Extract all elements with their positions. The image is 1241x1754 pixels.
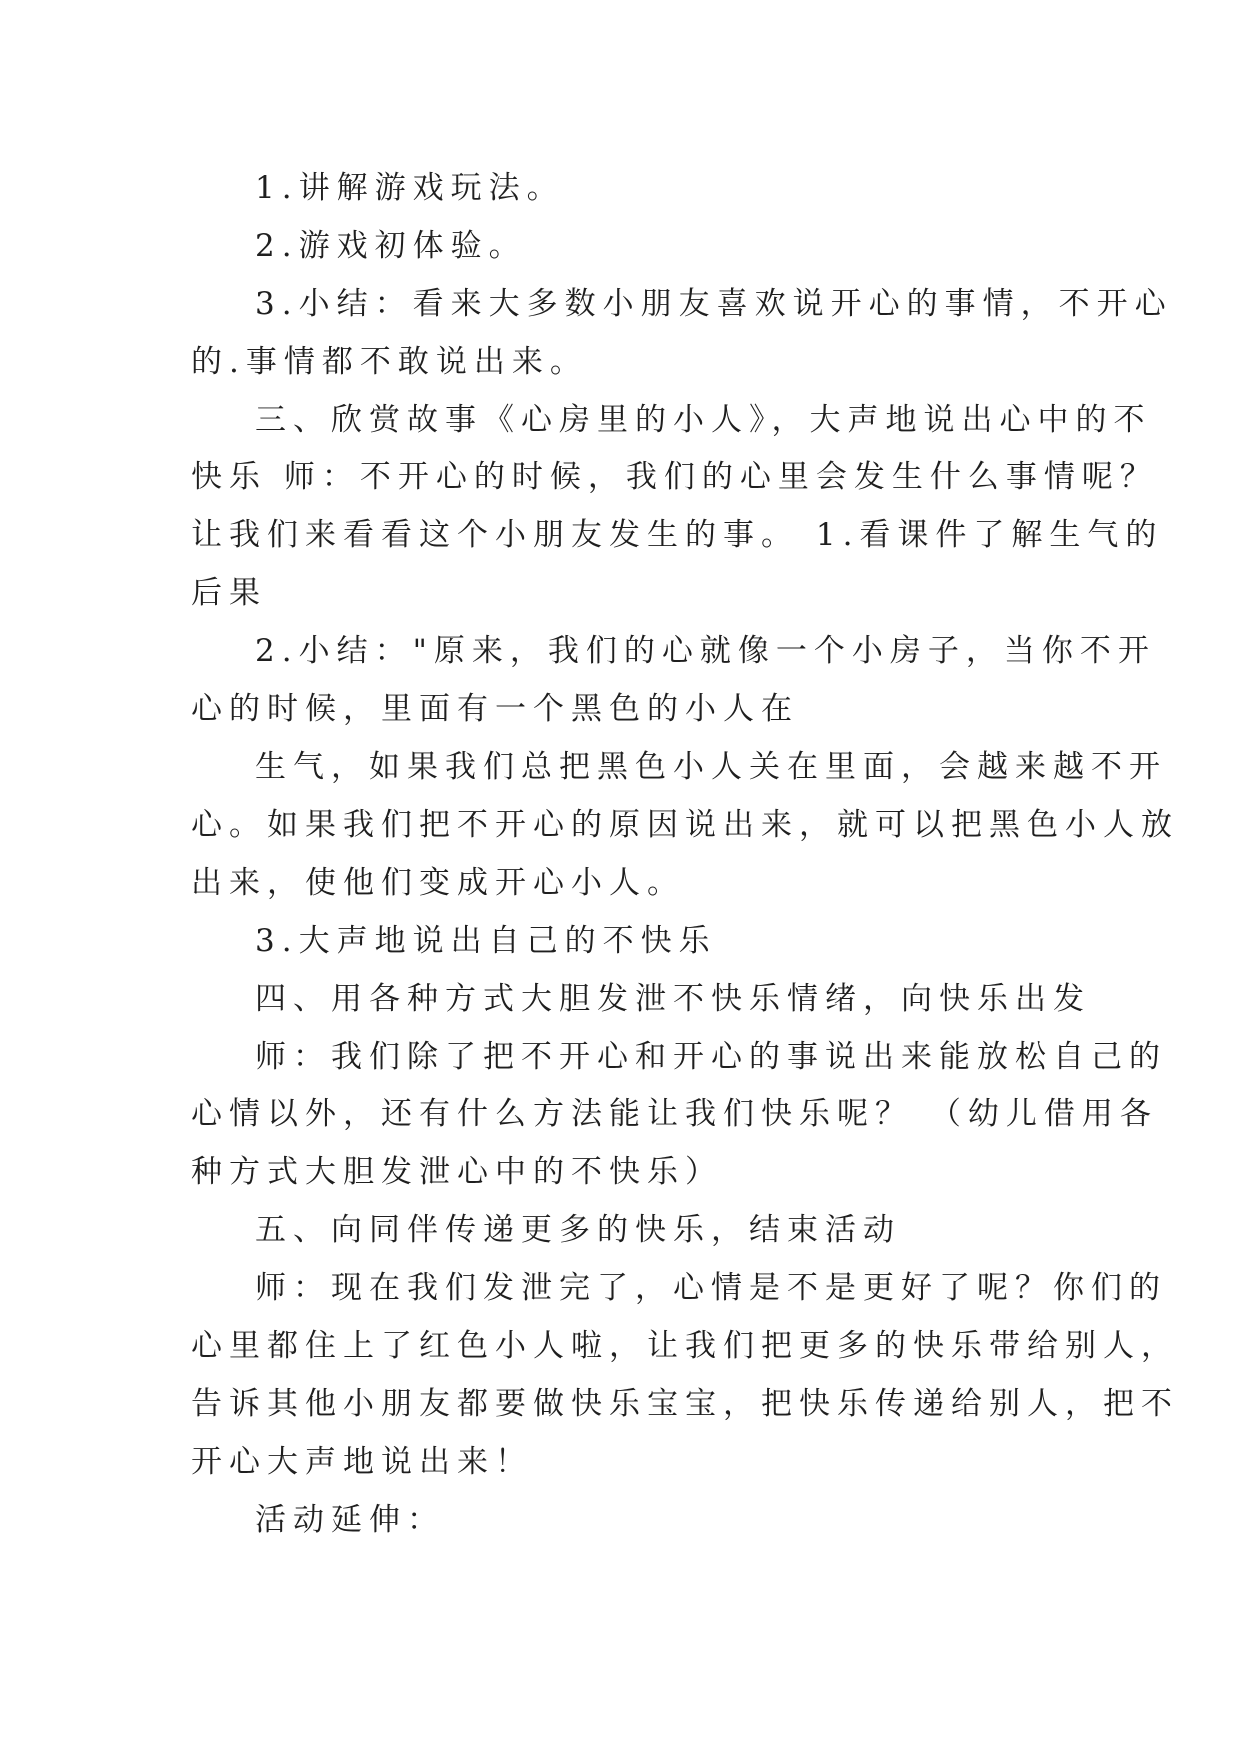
text-line-23: 开心大声地说出来！ [191, 1444, 533, 1480]
text-line-12: 心。如果我们把不开心的原因说出来，就可以把黑色小人放 [191, 807, 1179, 843]
text-line-22: 告诉其他小朋友都要做快乐宝宝，把快乐传递给别人，把不 [191, 1386, 1179, 1422]
text-line-15: 四、用各种方式大胆发泄不快乐情绪，向快乐出发 [255, 981, 1091, 1017]
text-line-24: 活动延伸： [255, 1502, 445, 1538]
text-line-21: 心里都住上了红色小人啦，让我们把更多的快乐带给别人， [191, 1328, 1179, 1364]
text-line-16: 师：我们除了把不开心和开心的事说出来能放松自己的 [255, 1039, 1167, 1075]
text-line-18: 种方式大胆发泄心中的不快乐） [191, 1154, 723, 1190]
text-line-13: 出来，使他们变成开心小人。 [191, 865, 685, 901]
text-line-3: 3.小结：看来大多数小朋友喜欢说开心的事情，不开心 [255, 286, 1173, 322]
text-line-8: 后果 [191, 575, 267, 611]
text-line-17: 心情以外，还有什么方法能让我们快乐呢？ （幼儿借用各 [191, 1096, 1158, 1132]
text-line-14: 3.大声地说出自己的不快乐 [255, 923, 717, 959]
text-line-7: 让我们来看看这个小朋友发生的事。 1.看课件了解生气的 [191, 517, 1164, 553]
text-line-10: 心的时候，里面有一个黑色的小人在 [191, 691, 799, 727]
text-line-6: 快乐 师：不开心的时候，我们的心里会发生什么事情呢？ [191, 459, 1158, 495]
text-line-20: 师：现在我们发泄完了，心情是不是更好了呢？你们的 [255, 1270, 1167, 1306]
text-line-5: 三、欣赏故事《心房里的小人》，大声地说出心中的不 [255, 402, 1152, 438]
text-line-11: 生气，如果我们总把黑色小人关在里面，会越来越不开 [255, 749, 1167, 785]
text-line-1: 1.讲解游戏玩法。 [255, 170, 565, 206]
text-line-19: 五、向同伴传递更多的快乐，结束活动 [255, 1212, 901, 1248]
text-line-9: 2.小结："原来，我们的心就像一个小房子，当你不开 [255, 633, 1156, 669]
text-line-4: 的.事情都不敢说出来。 [191, 344, 588, 380]
text-line-2: 2.游戏初体验。 [255, 228, 527, 264]
